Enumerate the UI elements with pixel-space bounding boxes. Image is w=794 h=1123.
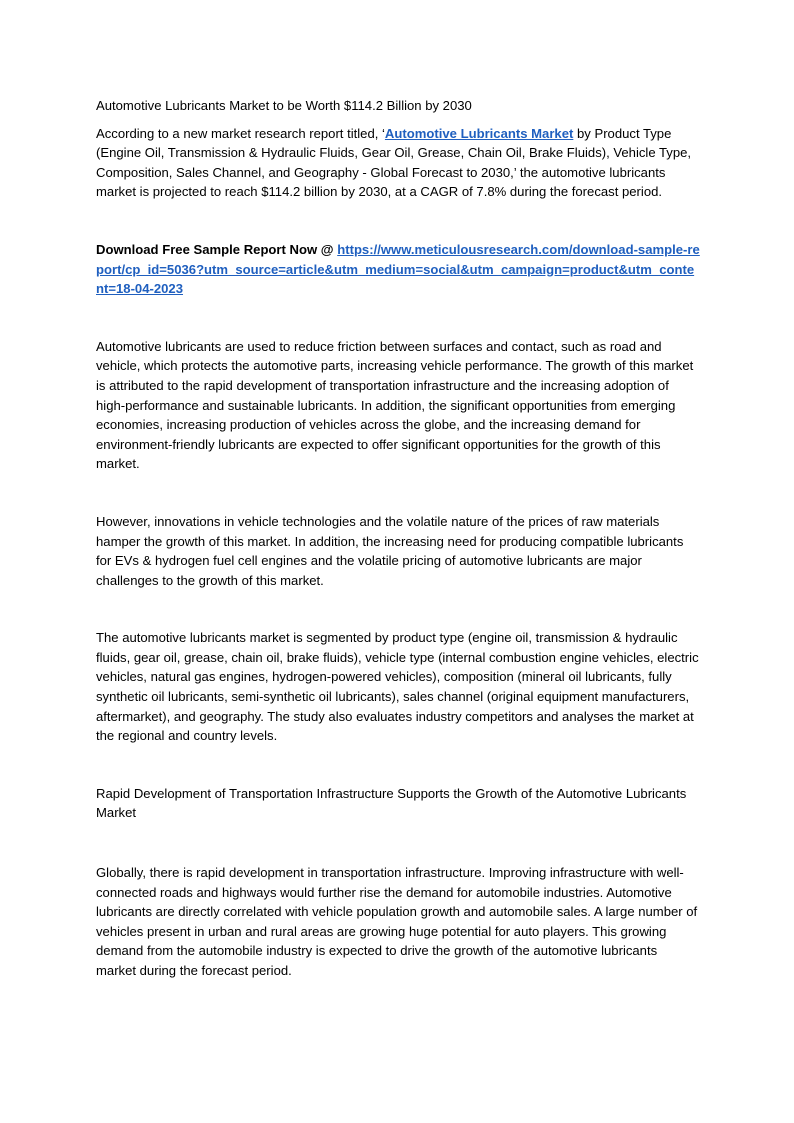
section-subheading: Rapid Development of Transportation Infrastructure Supports the Growth of the Automotive Lubricants Market xyxy=(96,785,687,821)
market-report-link[interactable]: Automotive Lubricants Market xyxy=(384,125,574,141)
body-paragraph-challenges: However, innovations in vehicle technologies and the volatile nature of the prices of raw materials hamper the growth of this market. In addition, the increasing need for producing compatible lubricants for EVs & hydrogen fuel cell engines and the volatile pricing of automotive lubricants are major challenges to the growth of this market. xyxy=(96,513,684,588)
document-page xyxy=(96,96,700,981)
intro-paragraph xyxy=(96,124,700,202)
body-paragraph-overview: Automotive lubricants are used to reduce friction between surfaces and contact, such as road and vehicle, which protects the automotive parts, increasing vehicle performance. The growth of this market is attributed to the rapid development of transportation infrastructure and the increasing adoption of high-performance and sustainable lubricants. In addition, the significant opportunities from emerging economies, increasing production of vehicles across the globe, and the increasing demand for environment-friendly lubricants are expected to offer significant opportunities for the growth of this market. xyxy=(96,338,694,472)
body-paragraph-segmentation: The automotive lubricants market is segmented by product type (engine oil, transmission & hydraulic fluids, gear oil, grease, chain oil, brake fluids), vehicle type (internal combustion engine vehicles, electric vehicles, natural gas engines, hydrogen-powered vehicles), composition (mineral oil lubricants, fully synthetic oil lubricants, semi-synthetic oil lubricants), sales channel (original equipment manufacturers, aftermarket), and geography. The study also evaluates industry competitors and analyses the market at the regional and country levels. xyxy=(96,630,699,744)
intro-text-before-link: According to a new market research report titled, ‘ xyxy=(96,125,385,141)
document-title: Automotive Lubricants Market to be Worth $114.2 Billion by 2030 xyxy=(96,98,472,113)
intro-text-after-link: by Product Type (Engine Oil, Transmission & Hydraulic Fluids, Gear Oil, Grease, Chain Oil, Brake Fluids), Vehicle Type, Composition, Sales Channel, and Geography - Global Forecast to 2030,’ the automotive lubricants market is projected to reach $114.2 billion by 2030, at a CAGR of 7.8% during the forecast period. xyxy=(96,125,692,200)
download-label: Download Free Sample Report Now @ xyxy=(96,241,338,257)
download-sample-link[interactable]: https://www.meticulousresearch.com/download-sample-report/cp_id=5036?utm_source=article&utm_medium=social&utm_campaign=product&utm_content=18-04-2023 xyxy=(96,241,700,297)
body-paragraph-infrastructure: Globally, there is rapid development in transportation infrastructure. Improving infrastructure with well-connected roads and highways would further rise the demand for automobile industries. Automotive lubricants are directly correlated with vehicle population growth and automobile sales. A large number of vehicles present in urban and rural areas are growing huge potential for auto players. This growing demand from the automobile industry is expected to drive the growth of the automotive lubricants market during the forecast period. xyxy=(96,865,698,978)
download-paragraph xyxy=(96,240,700,299)
